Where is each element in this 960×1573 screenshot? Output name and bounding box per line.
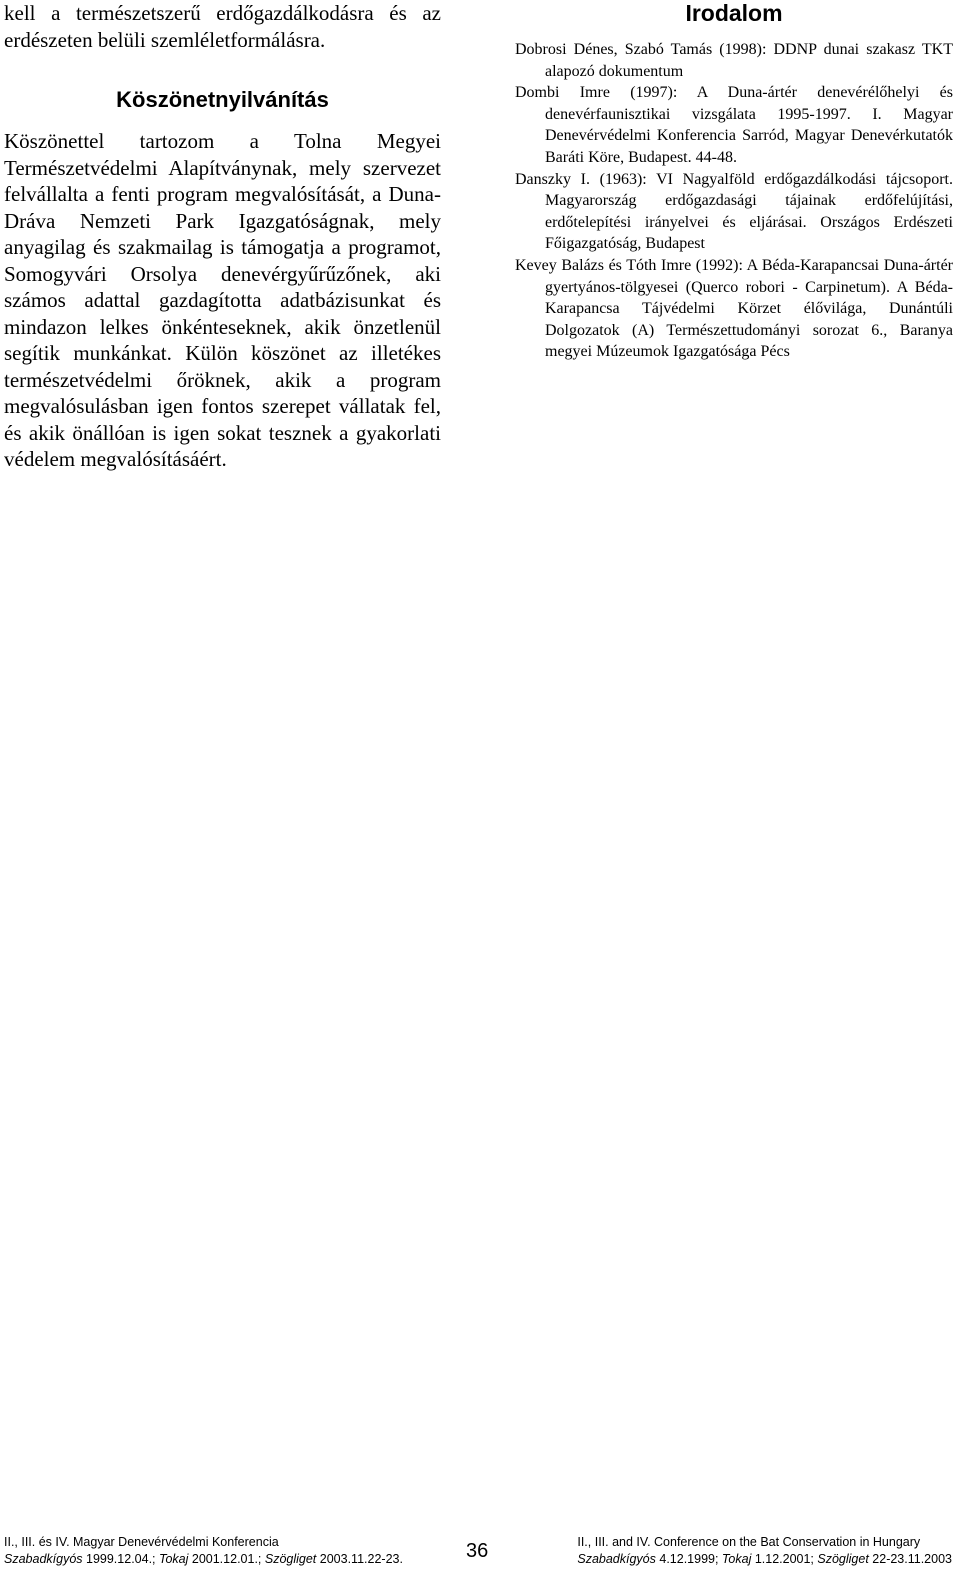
footer-date: 2001.12.01.; [188,1552,265,1566]
footer-left-dates [4,1551,403,1568]
footer-date: 4.12.1999; [655,1552,722,1566]
footer-date: 1.12.2001; [751,1552,818,1566]
footer-place: Szabadkígyós [577,1552,656,1566]
footer-place: Szögliget [817,1552,869,1566]
footer-date: 22-23.11.2003 [868,1552,952,1566]
footer-place: Tokaj [158,1552,189,1566]
left-column [4,0,441,473]
page-footer [0,1534,960,1570]
footer-right [577,1534,952,1568]
footer-right-dates [577,1551,952,1568]
footer-place: Tokaj [721,1552,752,1566]
footer-right-title: II., III. and IV. Conference on the Bat Conservation in Hungary [577,1535,921,1549]
footer-place: Szabadkígyós [4,1552,83,1566]
reference-item: Kevey Balázs és Tóth Imre (1992): A Béda-Karapancsai Duna-ártér gyertyános-tölgyesei (Querco robori - Carpinetum). A Béda-Karapancsa Tájvédelmi Körzet élővilága, Dunántúli Dolgozatok (A) Természettudományi sorozat 6., Baranya megyei Múzeumok Igazgatósága Pécs [515,256,953,361]
footer-left-title: II., III. és IV. Magyar Denevérvédelmi Konferencia [4,1535,279,1549]
reference-item: Dombi Imre (1997): A Duna-ártér denevérélőhelyi és denevérfaunisztikai vizsgálata 1995-1997. I. Magyar Denevérvédelmi Konferencia Sarród, Magyar Denevérkutatók Baráti Köre, Budapest. 44-48. [515,84,953,166]
reference-item: Danszky I. (1963): VI Nagyalföld erdőgazdálkodási tájcsoport. Magyarország erdőgazdasági tájainak erdőfelújítási, erdőtelepítési irányelvei és eljárásai. Országos Erdészeti Főigazgatóság, Budapest [515,170,953,253]
acknowledgements-paragraph: Köszönettel tartozom a Tolna Megyei Természetvédelmi Alapítványnak, mely szervezet felvállalta a fenti program megvalósítását, a Duna-Dráva Nemzeti Park Igazgatóságnak, mely anyagilag és szakmailag is támogatja a programot, Somogyvári Orsolya denevérgyűrűzőnek, aki számos adattal gazdagította adatbázisunkat és mindazon lelkes önkénteseknek, akik önzetlenül segítik munkánkat. Külön köszönet az illetékes természetvédelmi őröknek, akik a program megvalósulásban igen fontos szerepet vállatak fel, és akik önállóan is igen sokat tesznek a gyakorlati védelem megvalósításáért. [4,129,441,471]
footer-date: 2003.11.22-23. [316,1552,403,1566]
continuation-paragraph: kell a természetszerű erdőgazdálkodásra és az erdészeten belüli szemléletformálásra. [4,1,441,52]
footer-left [4,1534,403,1568]
reference-item: Dobrosi Dénes, Szabó Tamás (1998): DDNP dunai szakasz TKT alapozó dokumentum [515,41,953,80]
page-number: 36 [466,1540,489,1562]
right-column [515,0,953,363]
footer-date: 1999.12.04.; [82,1552,159,1566]
references-heading: Irodalom [685,0,783,26]
acknowledgements-heading: Köszönetnyilvánítás [116,87,329,112]
footer-place: Szögliget [264,1552,317,1566]
